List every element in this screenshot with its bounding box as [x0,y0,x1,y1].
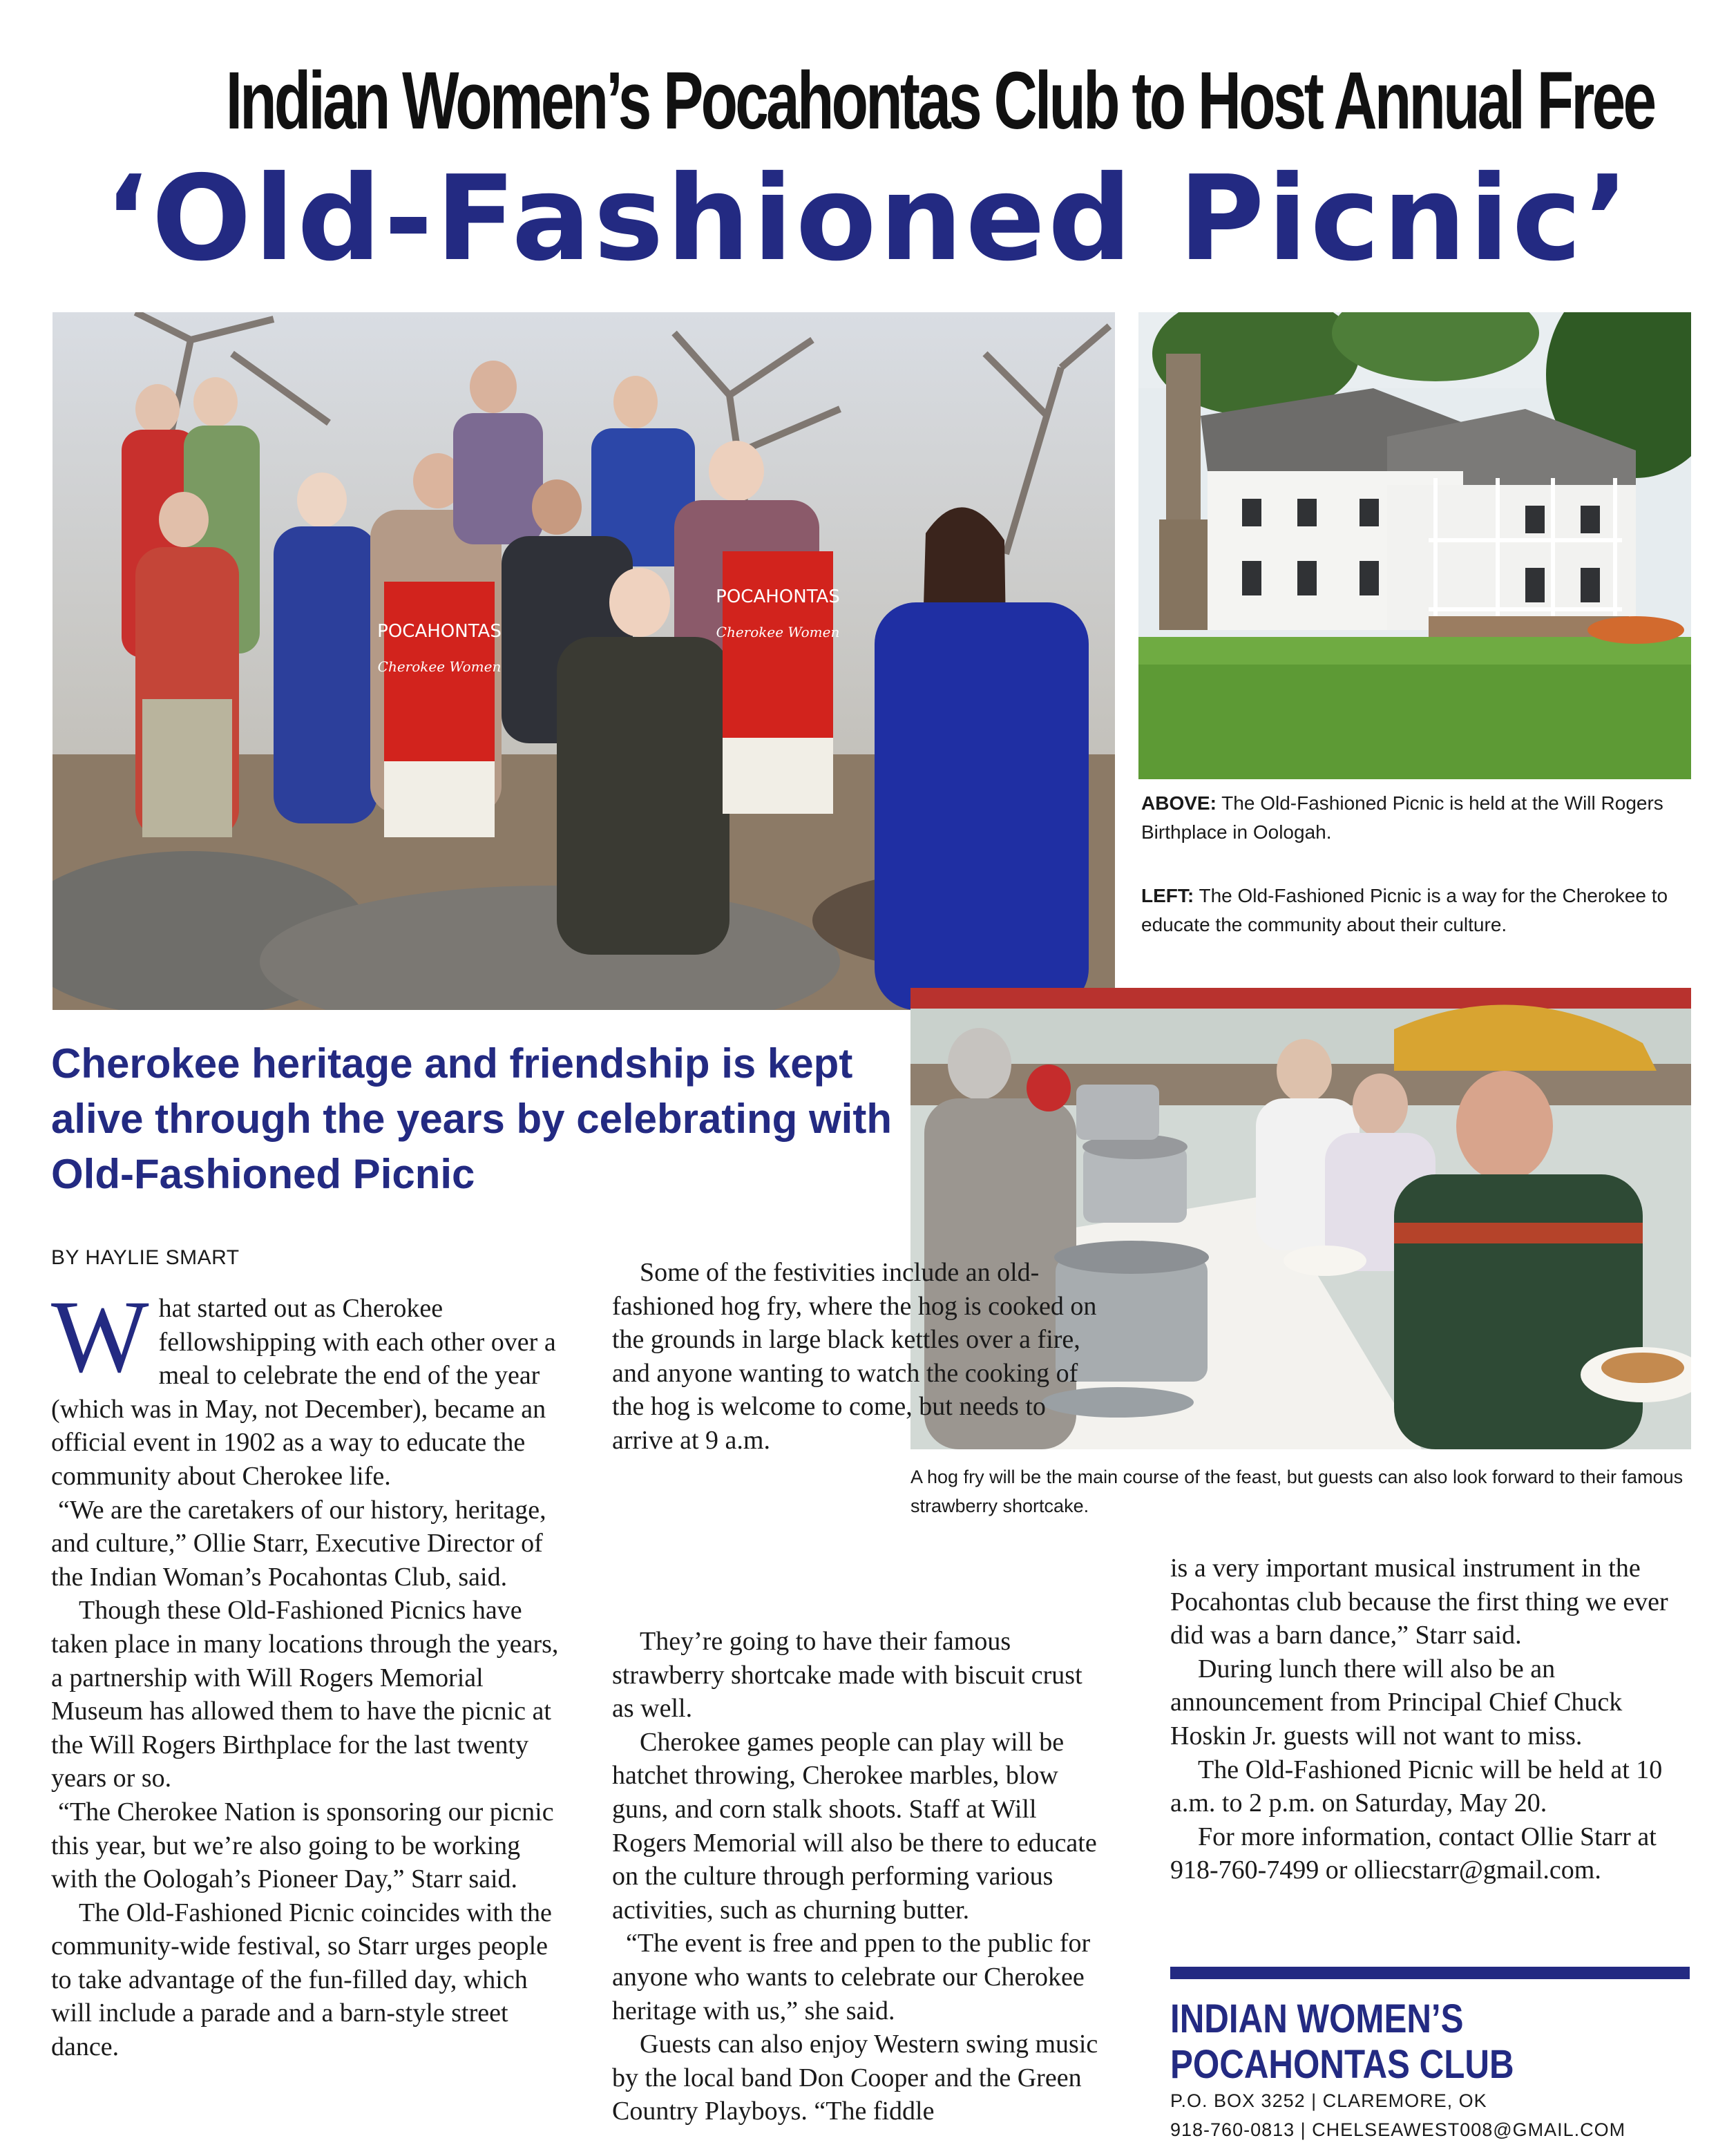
banner-text-left: POCAHONTAS [377,621,502,642]
banner-sub-right: Cherokee Women [716,624,840,640]
caption-above-text: The Old-Fashioned Picnic is held at the Will Rogers Birthplace in Oologah. [1141,792,1663,843]
club-divider [1170,1967,1690,1979]
house-photo [1138,312,1691,779]
caption-hog-fry: A hog fry will be the main course of the feast, but guests can also look forward to their famous strawberry shortcake. [910,1467,1683,1516]
headline-line-1: Indian Women’s Pocahontas Club to Host Annual Free [225,55,1654,146]
article-deck: Cherokee heritage and friendship is kept alive through the years by celebrating with Old-Fashioned Picnic [51,1040,892,1197]
drop-cap: W [51,1279,149,1394]
paragraph-4: “The Cherokee Nation is sponsoring our picnic this year, but we’re also going to be working with the Oologah’s Pioneer Day,” Starr said. [51,1797,554,1894]
paragraph-6: Some of the festivities include an old-fashioned hog fry, where the hog is cooked on the grounds in large black kettles over a fire, and anyone wanting to watch the cooking of the hog is welcome to come, but needs to arrive at 9 a.m. [612,1258,1097,1455]
paragraph-3: Though these Old-Fashioned Picnics have taken place in many locations through the years, a partnership with Will Rogers Memorial Museum has allowed them to have the picnic at the Will Rogers Birthplace for the last twenty years or so. [51,1596,559,1793]
paragraph-7: They’re going to have their famous strawberry shortcake made with biscuit crust as well. [612,1627,1082,1724]
club-contact: 918-760-0813 | CHELSEAWEST008@GMAIL.COM [1170,2119,1626,2140]
article-column-1 [51,1279,562,2064]
paragraph-13: The Old-Fashioned Picnic will be held at 10 a.m. to 2 p.m. on Saturday, May 20. [1170,1755,1663,1818]
group-photo [53,312,1115,1010]
caption-above [1141,789,1680,847]
caption-left [1141,881,1680,939]
paragraph-9: “The event is free and ppen to the public for anyone who wants to celebrate our Cherokee heritage with us,” she said. [612,1929,1091,2025]
paragraph-8: Cherokee games people can play will be hatchet throwing, Cherokee marbles, blow guns, and corn stalk shoots. Staff at Will Rogers Memorial will also be there to educate on the culture through performing various activities, such as churning butter. [612,1727,1097,1925]
paragraph-5: The Old-Fashioned Picnic coincides with the community-wide festival, so Starr urges people to take advantage of the fun-filled day, which will include a parade and a barn-style street dance. [51,1898,552,2062]
caption-left-label: LEFT: [1141,885,1194,906]
club-address: P.O. BOX 3252 | CLAREMORE, OK [1170,2090,1487,2111]
headline-line-2: ‘Old-Fashioned Picnic’ [104,151,1632,287]
byline: BY HAYLIE SMART [51,1246,240,1269]
paragraph-1: hat started out as Cherokee fellowshipping with each other over a meal to celebrate the end of the year (which was in May, not December), became an official event in 1902 as a way to educate the community about Cherokee life. [51,1294,556,1491]
paragraph-2: “We are the caretakers of our history, heritage, and culture,” Ollie Starr, Executive Director of the Indian Woman’s Pocahontas Club, said. [51,1495,546,1592]
banner-text-right: POCAHONTAS [716,586,840,607]
caption-above-label: ABOVE: [1141,792,1217,814]
banner-sub-left: Cherokee Women [377,658,502,675]
paragraph-10: Guests can also enjoy Western swing music by the local band Don Cooper and the Green Country Playboys. “The fiddle [612,2030,1098,2126]
club-name-line-2: POCAHONTAS CLUB [1170,2042,1514,2087]
paragraph-14: For more information, contact Ollie Starr at 918-760-7499 or olliecstarr@gmail.com. [1170,1822,1657,1885]
club-name-line-1: INDIAN WOMEN’S [1170,1996,1464,2041]
article-column-2-top [612,1256,1097,1458]
club-name [1170,1996,1616,2088]
article-column-3 [1170,1552,1695,1887]
paragraph-11: is a very important musical instrument in the Pocahontas club because the first thing we ever did was a barn dance,” Starr said. [1170,1554,1668,1650]
article-column-2 [612,1625,1109,2128]
paragraph-12: During lunch there will also be an announcement from Principal Chief Chuck Hoskin Jr. guests will not want to miss. [1170,1654,1623,1750]
caption-left-text: The Old-Fashioned Picnic is a way for the Cherokee to educate the community about their culture. [1141,885,1668,935]
